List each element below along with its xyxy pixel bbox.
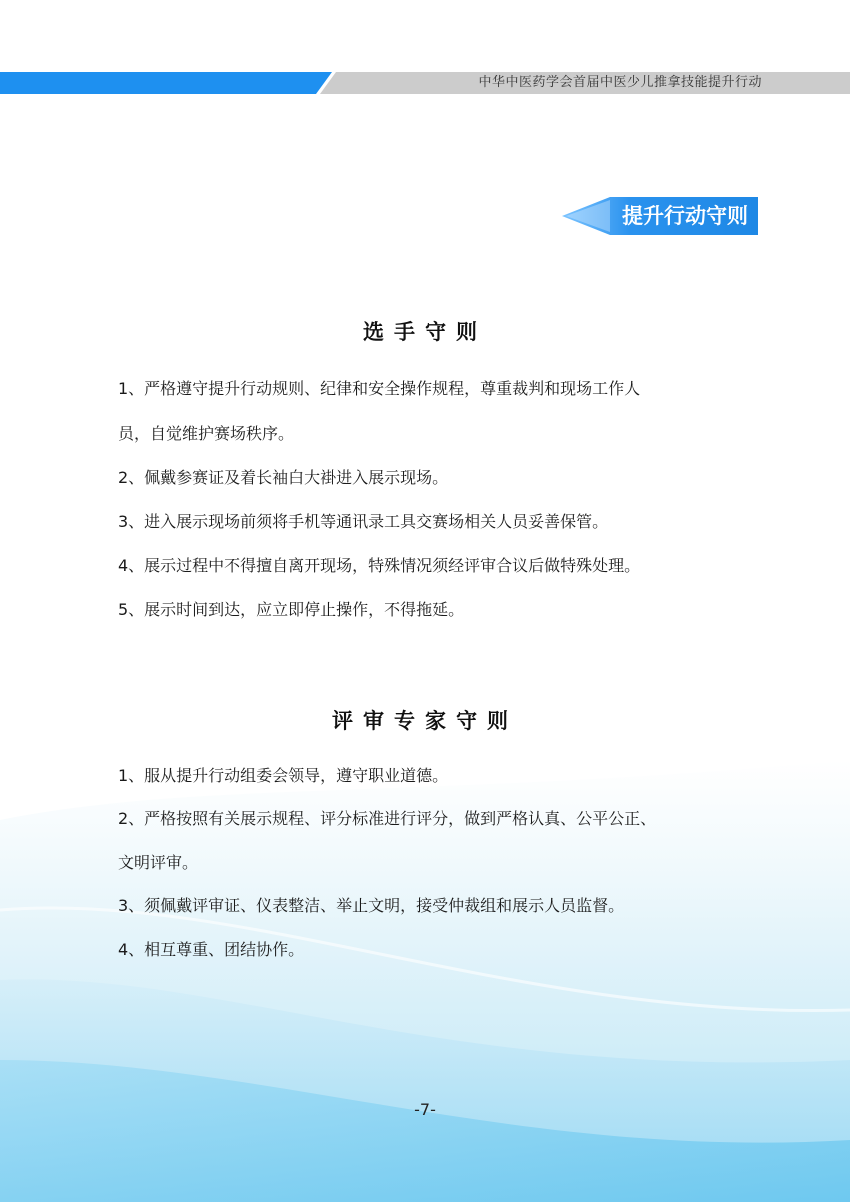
section-tag: [562, 195, 758, 237]
judge-rule-line: 2、严格按照有关展示规程、评分标准进行评分，做到严格认真、公平公正、: [118, 809, 657, 828]
contestant-rules-heading: 选手守则: [363, 320, 487, 344]
section-tag-label: 提升行动守则: [622, 204, 748, 228]
judge-rules-heading: 评审专家守则: [332, 709, 518, 733]
judge-rule-line: 3、须佩戴评审证、仪表整洁、举止文明，接受仲裁组和展示人员监督。: [118, 896, 625, 915]
judge-rule-line: 4、相互尊重、团结协作。: [118, 940, 305, 959]
contestant-rule-line: 员，自觉维护赛场秩序。: [118, 424, 295, 443]
contestant-rule-line: 1、严格遵守提升行动规则、纪律和安全操作规程，尊重裁判和现场工作人: [118, 379, 641, 398]
judge-rule-line: 1、服从提升行动组委会领导，遵守职业道德。: [118, 766, 449, 785]
header-title: 中华中医药学会首届中医少儿推拿技能提升行动: [478, 75, 762, 90]
page-number: -7-: [414, 1100, 436, 1119]
contestant-rule-line: 3、进入展示现场前须将手机等通讯录工具交赛场相关人员妥善保管。: [118, 512, 609, 531]
contestant-rule-line: 5、展示时间到达，应立即停止操作，不得拖延。: [118, 600, 465, 619]
contestant-rule-line: 2、佩戴参赛证及着长袖白大褂进入展示现场。: [118, 468, 449, 487]
contestant-rule-line: 4、展示过程中不得擅自离开现场，特殊情况须经评审合议后做特殊处理。: [118, 556, 641, 575]
judge-rule-line: 文明评审。: [118, 853, 199, 872]
